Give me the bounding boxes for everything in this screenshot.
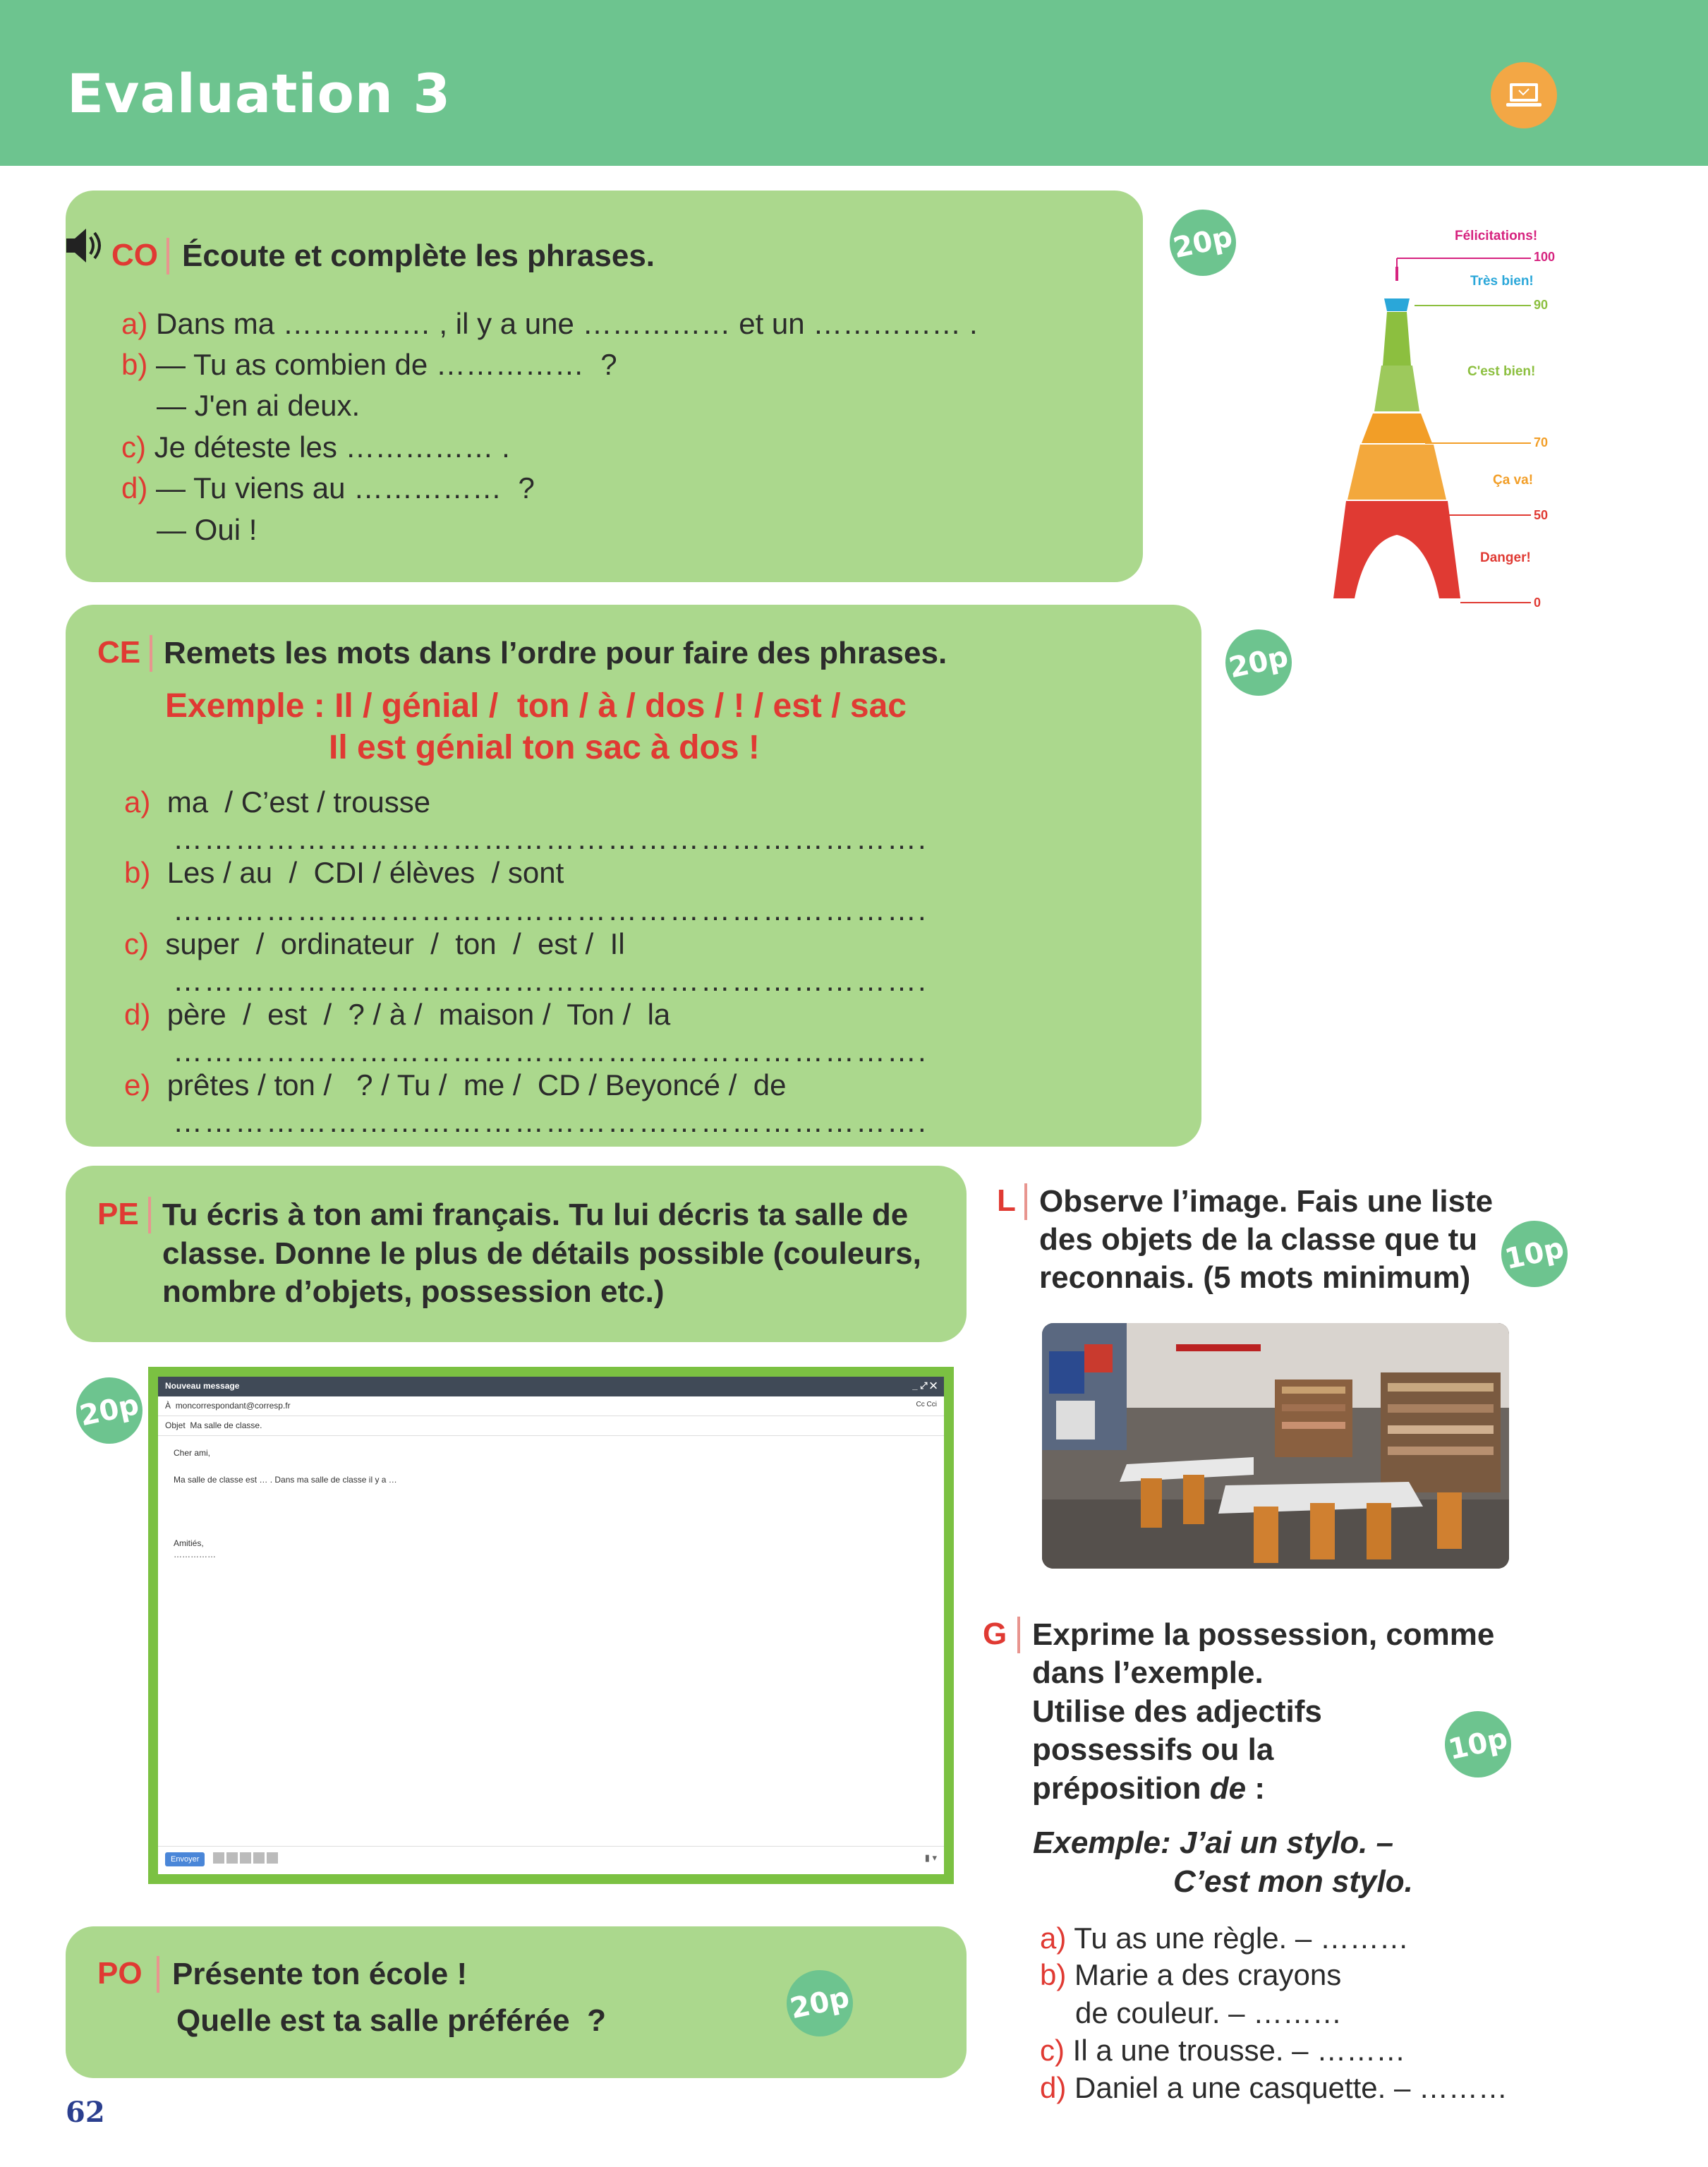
g-tag: G: [983, 1617, 1007, 1651]
l-instruction-line1: Observe l’image. Fais une liste: [1039, 1184, 1494, 1219]
classroom-photo: [1042, 1323, 1509, 1569]
email-body[interactable]: [158, 1436, 944, 1571]
email-signature: ……………: [174, 1550, 216, 1559]
l-tag: L: [997, 1183, 1016, 1218]
g-item-c: c) Il a une trousse. – ………: [1040, 2034, 1406, 2067]
ce-example-line1: Exemple : Il / génial / ton / à / dos / ! / est / sac: [165, 687, 907, 725]
pe-instruction-line2: classe. Donne le plus de détails possible (couleurs,: [162, 1236, 921, 1271]
g-instruction-line3: Utilise des adjectifs: [1032, 1694, 1322, 1729]
ce-answer-d[interactable]: ……………………………………………………………….: [173, 1034, 928, 1068]
email-compose-window: [148, 1367, 954, 1884]
level-ca-va: Ça va!: [1493, 473, 1534, 488]
g-example-line1: Exemple: J’ai un stylo. –: [1033, 1825, 1394, 1860]
g-points-badge: 10p: [1439, 1705, 1517, 1783]
pe-points-badge: 20p: [70, 1371, 148, 1449]
page-title: Evaluation 3: [67, 62, 452, 125]
pe-separator: [148, 1197, 151, 1233]
co-line-d: d) — Tu viens au …………… ?: [121, 471, 535, 505]
g-instruction-line1: Exprime la possession, comme: [1032, 1617, 1495, 1652]
ce-points-badge: 20p: [1219, 623, 1297, 701]
email-subject-row[interactable]: Objet Ma salle de classe.: [158, 1416, 944, 1436]
ce-separator: [150, 635, 152, 672]
level-0: 0: [1534, 596, 1542, 610]
l-separator: [1024, 1183, 1027, 1220]
g-example-line2: C’est mon stylo.: [1173, 1864, 1413, 1899]
laptop-icon: [1491, 62, 1557, 128]
level-felicitations: Félicitations!: [1455, 229, 1538, 243]
g-instruction-line4: possessifs ou la: [1032, 1732, 1274, 1767]
po-points-badge: 20p: [780, 1964, 859, 2042]
level-100: 100: [1534, 250, 1556, 264]
g-item-a: a) Tu as une règle. – ………: [1040, 1921, 1409, 1955]
l-instruction-line2: des objets de la classe que tu: [1039, 1222, 1478, 1257]
email-to-field[interactable]: moncorrespondant@corresp.fr: [175, 1401, 291, 1411]
po-line2: Quelle est ta salle préférée ?: [176, 2003, 606, 2038]
email-subject-field[interactable]: Ma salle de classe.: [190, 1420, 262, 1430]
ce-item-e: e) prêtes / ton / ? / Tu / me / CD / Beyoncé / de: [124, 1068, 787, 1101]
pe-tag: PE: [97, 1197, 139, 1231]
trash-icon[interactable]: ▮ ▾: [924, 1852, 937, 1863]
po-tag: PO: [97, 1956, 143, 1991]
ce-answer-b[interactable]: ……………………………………………………………….: [173, 893, 928, 926]
email-window-title: Nouveau message: [165, 1381, 240, 1391]
g-item-d: d) Daniel a une casquette. – ………: [1040, 2071, 1508, 2104]
g-item-b: b) Marie a des crayons: [1040, 1958, 1342, 1991]
format-toolbar-icons[interactable]: [213, 1852, 278, 1866]
g-instruction-line5: préposition de :: [1032, 1771, 1266, 1806]
email-cc-links[interactable]: Cc Cci: [916, 1401, 937, 1408]
window-controls-icon[interactable]: _ ⤢ ✕: [912, 1380, 937, 1391]
email-to-row[interactable]: À moncorrespondant@corresp.fr Cc Cci: [158, 1396, 944, 1416]
g-item-b2: de couleur. – ………: [1075, 1996, 1343, 2029]
level-90: 90: [1534, 298, 1549, 312]
co-line-a: a) Dans ma …………… , il y a une …………… et un …………… .: [121, 307, 978, 340]
email-greeting: Cher ami,: [174, 1448, 211, 1458]
po-line1: Présente ton école !: [172, 1957, 468, 1991]
co-separator: [166, 238, 169, 274]
ce-answer-e[interactable]: ……………………………………………………………….: [173, 1105, 928, 1138]
level-danger: Danger!: [1480, 550, 1531, 565]
l-points-badge: 10p: [1495, 1214, 1573, 1293]
co-line-c: c) Je déteste les …………… .: [121, 430, 510, 464]
co-line-b2: — J'en ai deux.: [157, 389, 361, 422]
g-separator: [1017, 1617, 1020, 1653]
page-header: [0, 0, 1708, 166]
ce-item-c: c) super / ordinateur / ton / est / Il: [124, 927, 625, 960]
ce-instruction: Remets les mots dans l’ordre pour faire des phrases.: [164, 636, 947, 670]
g-instruction-line2: dans l’exemple.: [1032, 1655, 1264, 1690]
ce-item-a: a) ma / C’est / trousse: [124, 785, 431, 819]
email-title-bar: [158, 1377, 944, 1396]
co-line-d2: — Oui !: [157, 513, 258, 546]
eiffel-tower-scale: [1298, 224, 1556, 620]
co-instruction: Écoute et complète les phrases.: [182, 239, 655, 273]
pe-instruction-line3: nombre d’objets, possession etc.): [162, 1274, 665, 1309]
send-button[interactable]: Envoyer: [165, 1852, 205, 1866]
co-points-badge: 20p: [1163, 203, 1242, 282]
ce-answer-a[interactable]: ……………………………………………………………….: [173, 822, 928, 855]
ce-tag: CE: [97, 635, 141, 670]
co-line-b: b) — Tu as combien de …………… ?: [121, 348, 617, 381]
l-instruction-line3: reconnais. (5 mots minimum): [1039, 1260, 1471, 1295]
pe-instruction-line1: Tu écris à ton ami français. Tu lui décris ta salle de: [162, 1197, 909, 1232]
ce-answer-c[interactable]: ……………………………………………………………….: [173, 964, 928, 997]
level-70: 70: [1534, 435, 1549, 449]
co-tag: CO: [111, 238, 158, 272]
level-tres-bien: Très bien!: [1470, 274, 1534, 289]
email-closing: Amitiés,: [174, 1538, 204, 1548]
level-50: 50: [1534, 508, 1549, 522]
ce-item-b: b) Les / au / CDI / élèves / sont: [124, 856, 564, 889]
email-footer: [158, 1846, 944, 1874]
page-number: 62: [66, 2096, 105, 2129]
po-separator: [157, 1956, 159, 1993]
ce-example-line2: Il est génial ton sac à dos !: [329, 729, 760, 766]
email-body-text: Ma salle de classe est … . Dans ma salle de classe il y a …: [174, 1475, 397, 1485]
ce-item-d: d) père / est / ? / à / maison / Ton / la: [124, 998, 671, 1031]
level-cest-bien: C'est bien!: [1467, 364, 1536, 379]
speaker-icon[interactable]: [63, 224, 103, 267]
